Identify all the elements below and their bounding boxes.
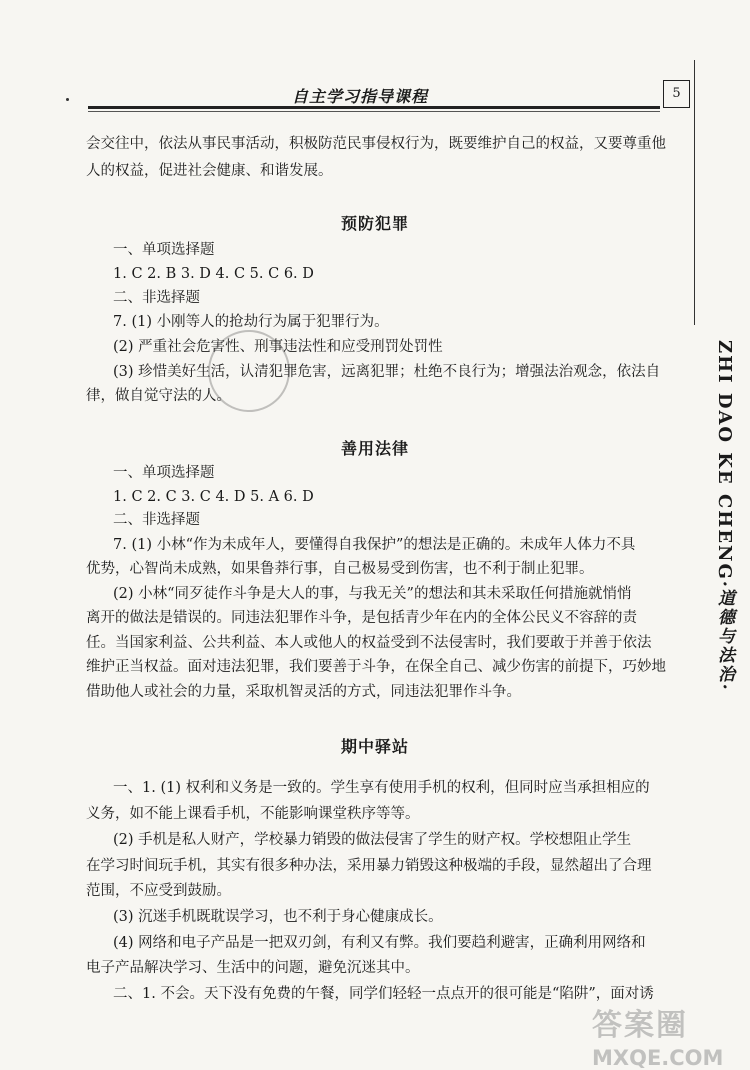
text-line: 7. (1) 小刚等人的抢劫行为属于犯罪行为。: [113, 314, 389, 330]
text-line: (2) 手机是私人财产，学校暴力销毁的做法侵害了学生的财产权。学校想阻止学生: [113, 832, 632, 848]
text-line: 人的权益，促进社会健康、和谐发展。: [86, 163, 333, 179]
stamp-mark: [196, 318, 301, 423]
page-dot: [66, 98, 69, 101]
text-line: 一、单项选择题: [113, 242, 215, 258]
page-number: 5: [663, 80, 690, 108]
text-line: 范围，不应受到鼓励。: [86, 883, 231, 899]
text-line: 二、非选择题: [113, 512, 200, 528]
section-heading: 预防犯罪: [340, 214, 409, 233]
text-line: 一、1. (1) 权利和义务是一致的。学生享有使用手机的权利，但同时应当承担相应的: [113, 780, 650, 796]
side-label-pinyin: ZHI DAO KE CHENG: [714, 340, 735, 581]
header-rule: [88, 106, 660, 109]
text-line: (2) 小林“同歹徒作斗争是大人的事，与我无关”的想法和其未采取任何措施就悄悄: [113, 586, 632, 602]
watermark-en: MXQE.COM: [592, 1046, 724, 1070]
text-line: 7. (1) 小林“作为未成年人，要懂得自我保护”的想法是正确的。未成年人体力不具: [113, 537, 636, 553]
side-label-subject: ·道德与法治·: [714, 580, 734, 692]
section-heading: 善用法律: [340, 439, 409, 458]
text-line: (2) 严重社会危害性、刑事违法性和应受刑罚处罚性: [113, 339, 443, 355]
header-title: 自主学习指导课程: [292, 87, 429, 106]
watermark-cn: 答案圈: [592, 1008, 688, 1043]
text-line: (3) 珍惜美好生活，认清犯罪危害，远离犯罪；杜绝不良行为；增强法治观念，依法自: [113, 364, 661, 380]
text-line: (3) 沉迷手机既耽误学习，也不利于身心健康成长。: [113, 909, 443, 925]
side-label: [712, 340, 737, 692]
section-heading: 期中驿站: [340, 737, 409, 756]
text-line: 1. C 2. B 3. D 4. C 5. C 6. D: [113, 266, 314, 282]
text-line: 维护正当权益。面对违法犯罪，我们要善于斗争，在保全自己、减少伤害的前提下，巧妙地: [86, 659, 666, 675]
text-line: 二、非选择题: [113, 290, 200, 306]
text-line: 一、单项选择题: [113, 465, 215, 481]
header-rule-thin: [88, 111, 660, 112]
side-rule: [694, 60, 695, 325]
text-line: 在学习时间玩手机，其实有很多种办法，采用暴力销毁这种极端的手段，显然超出了合理: [86, 858, 652, 874]
text-line: 任。当国家利益、公共利益、本人或他人的权益受到不法侵害时，我们要敢于并善于依法: [86, 635, 652, 651]
text-line: 优势，心智尚未成熟，如果鲁莽行事，自己极易受到伤害，也不利于制止犯罪。: [86, 561, 594, 577]
text-line: 义务，如不能上课看手机，不能影响课堂秩序等等。: [86, 806, 420, 822]
text-line: 离开的做法是错误的。同违法犯罪作斗争，是包括青少年在内的全体公民义不容辞的责: [86, 610, 637, 626]
text-line: 二、1. 不会。天下没有免费的午餐，同学们轻轻一点点开的很可能是“陷阱”，面对诱: [113, 986, 654, 1002]
text-line: 1. C 2. C 3. C 4. D 5. A 6. D: [113, 489, 314, 505]
watermark: [592, 1000, 723, 1070]
text-line: 会交往中，依法从事民事活动，积极防范民事侵权行为，既要维护自己的权益，又要尊重他: [86, 136, 666, 152]
text-line: 律，做自觉守法的人。: [86, 388, 231, 404]
text-line: 电子产品解决学习、生活中的问题，避免沉迷其中。: [86, 960, 420, 976]
text-line: 借助他人或社会的力量，采取机智灵活的方式，同违法犯罪作斗争。: [86, 684, 521, 700]
text-line: (4) 网络和电子产品是一把双刃剑，有利又有弊。我们要趋利避害，正确利用网络和: [113, 935, 646, 951]
